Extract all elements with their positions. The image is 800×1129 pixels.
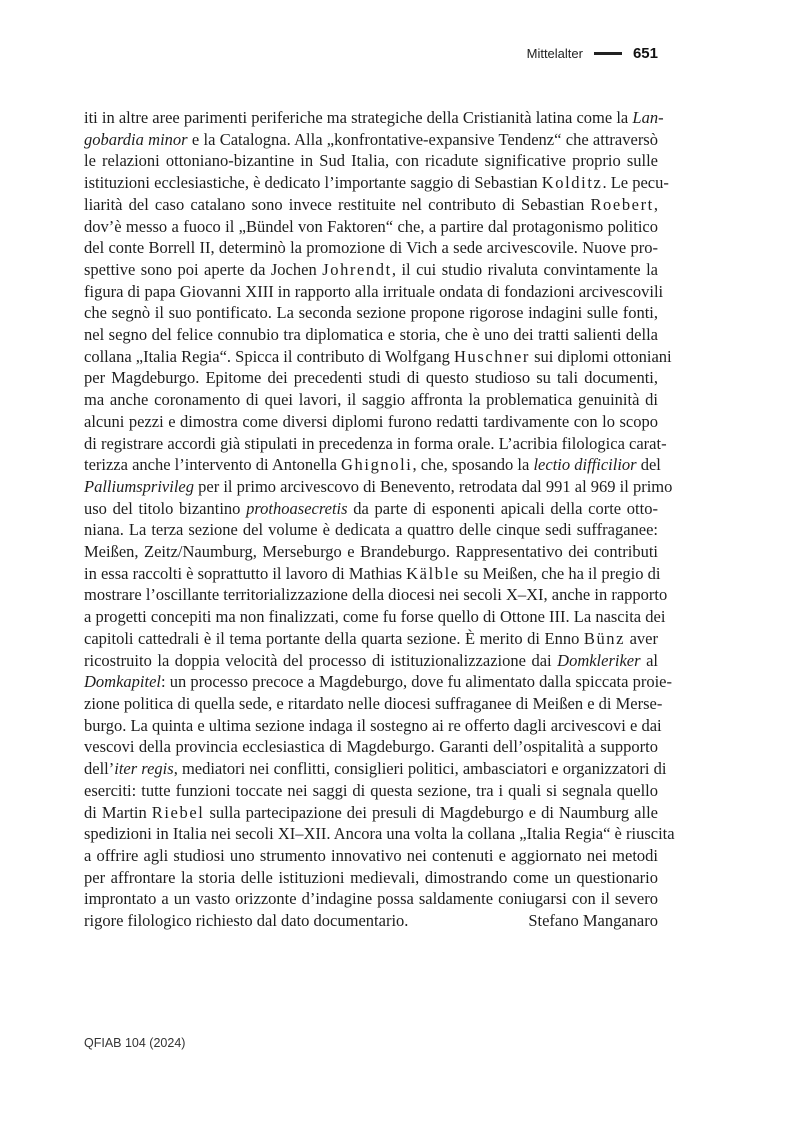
text-line <box>84 129 658 151</box>
italic-term: prothoasecretis <box>246 498 348 518</box>
text-line <box>84 476 673 498</box>
text-run: da parte di esponenti apicali della corte otto- <box>347 498 658 518</box>
page-number: 651 <box>632 45 658 62</box>
text-line <box>84 671 672 693</box>
text-run: sui diplomi ottoniani <box>529 346 672 366</box>
text-run: spettive sono poi aperte da Jochen <box>84 259 323 279</box>
author-surname: Johrendt <box>322 259 392 279</box>
text-line <box>84 650 658 672</box>
text-run: per Magdeburgo. Epitome dei precedenti studi di questo studioso su tali documenti, <box>84 368 658 388</box>
text-run: del conte Borrell II, determinò la promozione di Vich a sede arcivescovile. Nuove pro- <box>84 238 658 258</box>
text-line <box>84 237 658 259</box>
author-signature: Stefano Manganaro <box>528 911 658 931</box>
text-line <box>84 498 658 520</box>
text-run: istituzioni ecclesiastiche, è dedicato l’importante saggio di Sebastian <box>84 173 542 193</box>
text-line <box>84 541 658 563</box>
text-run: e la Catalogna. Alla „konfrontative-expansive Tendenz“ che attraversò <box>187 129 658 149</box>
text-run: a offrire agli studiosi uno strumento innovativo nei contenuti e aggiornato nei metodi <box>84 845 658 865</box>
text-run: improntato a un vasto orizzonte d’indagine possa saldamente coniugarsi con il severo <box>84 889 658 909</box>
text-line <box>84 584 668 606</box>
text-run: , <box>653 194 658 214</box>
italic-term: gobardia minor <box>84 129 188 149</box>
text-run: alcuni pezzi e dimostra come diversi diplomi furono redatti tardivamente con lo scopo <box>84 411 658 431</box>
text-run: , il cui studio rivaluta convintamente la <box>391 259 658 279</box>
author-surname: Huschner <box>453 346 530 366</box>
text-run: le relazioni ottoniano-bizantine in Sud Italia, con ricadute significative proprio sulle <box>84 151 658 171</box>
text-run: a progetti concepiti ma non finalizzati, come fu forse quello di Ottone III. La nascita dei <box>84 607 666 627</box>
text-run: del <box>636 455 661 475</box>
text-run: dell’ <box>84 759 115 779</box>
text-run: eserciti: tutte funzioni toccate nei saggi di questa sezione, tra i quali si segnala quello <box>84 780 658 800</box>
text-run: mostrare l’oscillante territorializzazione della diocesi nei secoli X–XI, anche in rapporto <box>84 585 668 605</box>
text-run: : un processo precoce a Magdeburgo, dove fu alimentato dalla spiccata proie- <box>160 672 672 692</box>
text-line <box>84 845 658 867</box>
closing-line <box>84 910 658 932</box>
text-line <box>84 736 658 758</box>
running-header <box>527 45 658 62</box>
text-run: di registrare accordi già stipulati in precedenza in forma orale. L’acribia filologica carat- <box>84 433 667 453</box>
italic-term: lectio difficilior <box>533 455 637 475</box>
text-run: di Martin <box>84 802 152 822</box>
italic-term: Domkleriker <box>557 650 641 670</box>
text-line <box>84 194 658 216</box>
italic-term: Lan- <box>632 108 664 127</box>
text-run: liarità del caso catalano sono invece restituite nel contributo di Sebastian <box>84 194 591 214</box>
italic-term: Domkapitel <box>84 672 161 692</box>
text-run: uso del titolo bizantino <box>84 498 247 518</box>
text-run: per il primo arcivescovo di Benevento, retrodata dal 991 al 969 il primo <box>194 476 673 496</box>
closing-text: rigore filologico richiesto dal dato documentario. <box>84 911 409 931</box>
text-run: ma anche coronamento di quei lavori, il saggio affronta la problematica genuinità di <box>84 390 658 410</box>
author-surname: Ghignoli <box>341 455 413 475</box>
text-run: collana „Italia Regia“. Spicca il contributo di Wolfgang <box>84 346 454 366</box>
text-run: vescovi della provincia ecclesiastica di Magdeburgo. Garanti dell’ospitalità a supporto <box>84 737 658 757</box>
text-run: , mediatori nei conflitti, consiglieri politici, ambasciatori e organizzatori di <box>173 759 667 779</box>
text-line <box>84 367 658 389</box>
text-line <box>84 324 658 346</box>
text-line <box>84 758 667 780</box>
text-run: per affrontare la storia delle istituzioni medievali, dimostrando come un questionario <box>84 867 658 887</box>
author-surname: Roebert <box>590 194 654 214</box>
author-surname: Kolditz <box>541 173 603 193</box>
text-run: burgo. La quinta e ultima sezione indaga il sostegno ai re offerto dagli arcivescovi e dai <box>84 715 662 735</box>
author-surname: Bünz <box>583 628 626 648</box>
text-run: nel segno del felice connubio tra diplomatica e storia, che è uno dei tratti salienti della <box>84 325 658 345</box>
text-line <box>84 281 664 303</box>
text-line <box>84 150 658 172</box>
text-line <box>84 259 658 281</box>
text-run: Meißen, Zeitz/Naumburg, Merseburgo e Brandeburgo. Rappresentativo dei contributi <box>84 542 658 562</box>
text-line <box>84 346 672 368</box>
text-run: ricostruito la doppia velocità del processo di istituzionalizzazione dai <box>84 650 558 670</box>
text-line <box>84 519 658 541</box>
text-run: capitoli cattedrali è il tema portante della quarta sezione. È merito di Enno <box>84 628 584 648</box>
text-line <box>84 563 661 585</box>
text-line <box>84 693 663 715</box>
text-run: niana. La terza sezione del volume è dedicata a quattro delle cinque sedi suffraganee: <box>84 520 658 540</box>
text-run: zione politica di quella sede, e ritardato nelle diocesi suffraganee di Meißen e di Merse- <box>84 693 663 713</box>
text-line <box>84 433 667 455</box>
text-run: , che, sposando la <box>412 455 534 475</box>
text-run: in essa raccolti è soprattutto il lavoro di Mathias <box>84 563 407 583</box>
text-run: sulla partecipazione dei presuli di Magdeburgo e di Naumburg alle <box>204 802 658 822</box>
text-line <box>84 888 658 910</box>
text-line <box>84 823 675 845</box>
text-line <box>84 454 661 476</box>
text-line <box>84 867 658 889</box>
text-line <box>84 411 658 433</box>
text-run: al <box>640 650 658 670</box>
text-line <box>84 802 658 824</box>
text-line <box>84 302 658 324</box>
italic-term: Palliumsprivileg <box>84 476 194 496</box>
review-text <box>84 107 675 932</box>
journal-footer: QFIAB 104 (2024) <box>84 1036 186 1050</box>
text-run: che segnò il suo pontificato. La seconda sezione propone rigorose indagini sulle fonti, <box>84 303 658 323</box>
author-surname: Riebel <box>151 802 205 822</box>
text-line <box>84 172 669 194</box>
text-run: spedizioni in Italia nei secoli XI–XII. Ancora una volta la collana „Italia Regia“ è riuscita <box>84 824 675 844</box>
text-run: su Meißen, che ha il pregio di <box>459 563 661 583</box>
text-line <box>84 606 666 628</box>
author-surname: Kälble <box>406 563 460 583</box>
paragraph-lines <box>84 107 675 910</box>
text-run: figura di papa Giovanni XIII in rapporto alla irrituale ondata di fondazioni arcivescovili <box>84 281 664 301</box>
text-run: dov’è messo a fuoco il „Bündel von Faktoren“ che, a partire dal protagonismo politico <box>84 216 658 236</box>
text-run: terizza anche l’intervento di Antonella <box>84 455 342 475</box>
italic-term: iter regis <box>114 759 174 779</box>
text-line <box>84 216 658 238</box>
text-run: iti in altre aree parimenti periferiche ma strategiche della Cristianità latina come la <box>84 108 633 127</box>
text-line <box>84 780 658 802</box>
text-run: aver <box>625 628 658 648</box>
text-line <box>84 107 664 129</box>
section-title: Mittelalter <box>526 46 583 61</box>
text-run: . Le pecu- <box>602 173 669 193</box>
text-line <box>84 715 662 737</box>
text-line <box>84 628 658 650</box>
text-line <box>84 389 658 411</box>
header-rule <box>594 52 622 55</box>
